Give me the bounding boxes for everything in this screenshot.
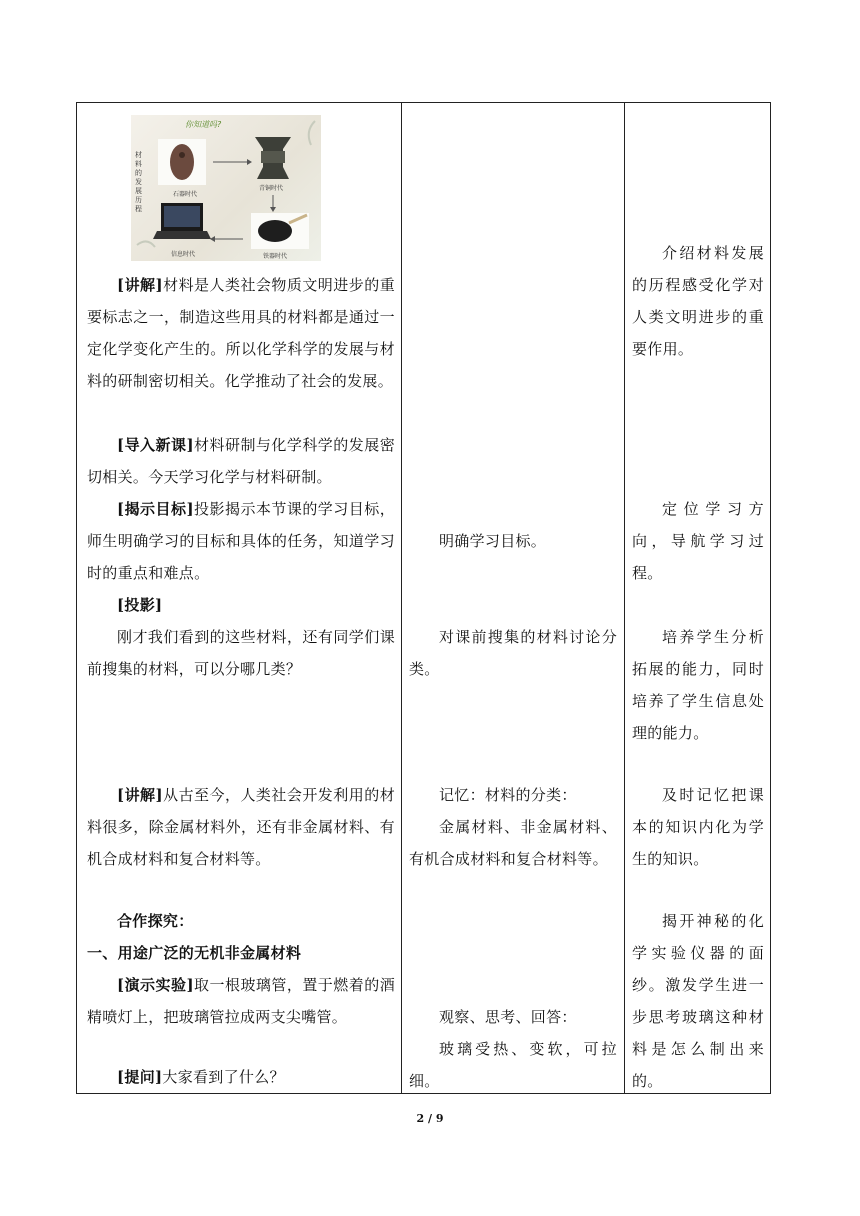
demo-text: 取一根玻璃管，置于燃着的酒精喷灯上，把玻璃管拉成两支尖嘴管。 [87, 976, 395, 1026]
lecture-paragraph-1 [87, 269, 395, 397]
page-number: 2 / 9 [416, 1112, 444, 1125]
intent-ability: 培养学生分析拓展的能力，同时培养了学生信息处理的能力。 [632, 628, 764, 742]
lecture-paragraph-2 [87, 779, 395, 875]
caption-iron-age: 铁器时代 [263, 253, 288, 260]
intent-memory: 及时记忆把课本的知识内化为学生的知识。 [632, 786, 764, 868]
demo-paragraph [87, 969, 395, 1033]
intent-column [632, 103, 764, 1093]
figure-vertical-label: 材料的发展历程 [135, 151, 142, 213]
lecture-text: 从古至今，人类社会开发利用的材料很多，除金属材料外，还有非金属材料、有机合成材料和复合材料等。 [87, 786, 395, 868]
question-tag: [提问] [117, 1068, 163, 1086]
student-goal: 明确学习目标。 [439, 532, 547, 550]
student-memory-title: 记忆：材料的分类： [439, 786, 577, 804]
intro-text: 材料研制与化学科学的发展密切相关。今天学习化学与材料研制。 [87, 436, 395, 486]
projection-paragraph: 刚才我们看到的这些材料，还有同学们课前搜集的材料，可以分哪几类？ [87, 628, 395, 678]
explore-heading: 合作探究： [117, 912, 194, 930]
student-memory-body: 金属材料、非金属材料、有机合成材料和复合材料等。 [409, 818, 617, 868]
materials-history-figure [131, 115, 321, 261]
goal-paragraph [87, 493, 395, 589]
demo-tag: [演示实验] [117, 976, 194, 994]
section-heading: 一、用途广泛的无机非金属材料 [87, 944, 302, 962]
lesson-table [76, 102, 771, 1094]
student-discuss: 对课前搜集的材料讨论分类。 [409, 628, 617, 678]
materials-timeline-illustration [131, 115, 321, 261]
question-paragraph [87, 1061, 395, 1093]
caption-bronze-age: 青铜时代 [259, 185, 284, 192]
column-divider [624, 103, 625, 1093]
figure-title: 你知道吗? [185, 120, 222, 129]
caption-stone-age: 石器时代 [173, 191, 198, 198]
goal-tag: [揭示目标] [117, 500, 194, 518]
student-column [409, 103, 617, 1093]
student-observe: 观察、思考、回答： [439, 1008, 577, 1026]
intro-paragraph [87, 429, 395, 493]
intent-goal: 定位学习方向，导航学习过程。 [632, 500, 764, 582]
goal-text: 投影揭示本节课的学习目标，师生明确学习的目标和具体的任务，知道学习时的重点和难点。 [87, 500, 395, 582]
lecture-text: 材料是人类社会物质文明进步的重要标志之一，制造这些用具的材料都是通过一定化学变化产生的。所以化学科学的发展与材料的研制密切相关。化学推动了社会的发展。 [87, 276, 395, 390]
teacher-column [87, 103, 395, 1093]
question-text: 大家看到了什么？ [162, 1068, 285, 1086]
caption-info-age: 信息时代 [171, 251, 196, 258]
intro-tag: [导入新课] [117, 436, 194, 454]
column-divider [401, 103, 402, 1093]
intent-history: 介绍材料发展的历程感受化学对人类文明进步的重要作用。 [632, 244, 764, 358]
projection-tag: [投影] [117, 596, 163, 614]
student-answer: 玻璃受热、变软，可拉细。 [409, 1040, 617, 1090]
intent-reveal: 揭开神秘的化学实验仪器的面纱。激发学生进一步思考玻璃这种材料是怎么制出来的。 [632, 912, 764, 1090]
lecture-tag: [讲解] [117, 786, 163, 804]
lecture-tag: [讲解] [117, 276, 163, 294]
